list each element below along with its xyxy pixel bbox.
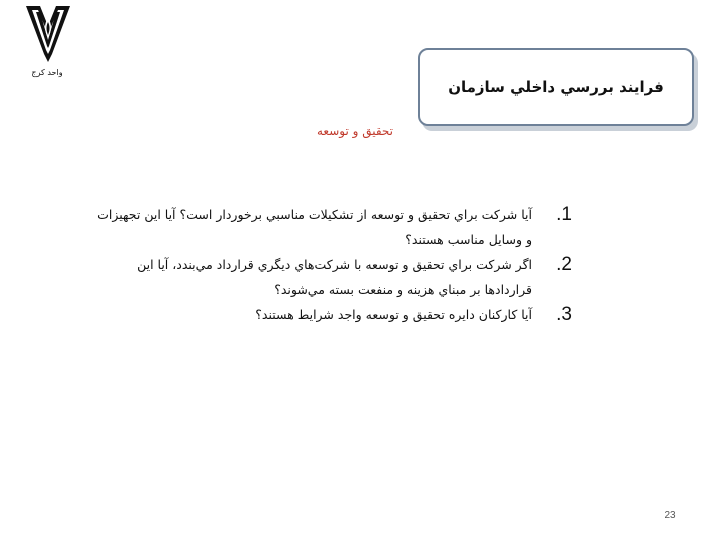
- list-item: [92, 252, 572, 302]
- university-emblem-icon: [22, 4, 74, 68]
- page-title: فرايند بررسي داخلي سازمان: [448, 78, 664, 96]
- page-number: 23: [664, 510, 676, 521]
- title-box: [418, 48, 694, 126]
- section-subtitle: تحقيق و توسعه: [316, 124, 394, 138]
- question-list: [92, 202, 572, 328]
- list-item-text: آيا شركت براي تحقيق و توسعه از تشكيلات مناسبي برخوردار است؟ آيا اين تجهيزات و وسايل مناسب هستند؟: [97, 207, 532, 247]
- list-item-number: 2.: [556, 254, 572, 275]
- list-item-text: اگر شركت براي تحقيق و توسعه با شركت‌هاي ديگري قرارداد مي‌بندد، آيا اين قراردادها بر مبناي هزينه و منفعت بسته مي‌شوند؟: [137, 257, 532, 297]
- list-item-number: 1.: [556, 204, 572, 225]
- list-item-number: 3.: [556, 304, 572, 325]
- list-item-text: آيا كاركنان دايره تحقيق و توسعه واجد شرايط هستند؟: [255, 307, 532, 322]
- list-item: [92, 302, 572, 328]
- logo-caption: واحد كرج: [31, 68, 63, 77]
- list-item: [92, 202, 572, 252]
